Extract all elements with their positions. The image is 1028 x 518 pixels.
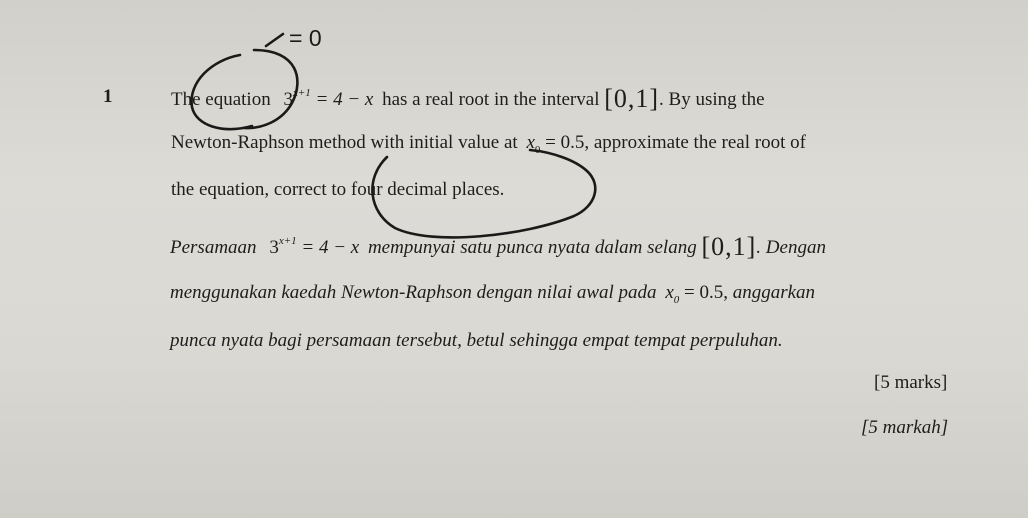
english-equation-exponent: x+1: [292, 87, 311, 99]
question-number: 1: [103, 86, 113, 107]
malay-line2-a: menggunakan kaedah Newton-Raphson dengan nilai awal pada: [170, 282, 657, 303]
malay-line3: punca nyata bagi persamaan tersebut, betul sehingga empat tempat perpuluhan.: [170, 330, 783, 351]
malay-line1-d: mempunyai satu punca nyata dalam selang: [367, 237, 697, 258]
english-x0-variable: x: [526, 132, 535, 153]
malay-x0-value: = 0.5,: [684, 282, 728, 303]
english-line2-c: approximate the real root of: [593, 132, 806, 153]
malay-line-1: [170, 234, 826, 260]
malay-line-2: [170, 283, 815, 306]
english-line1-e: . By using the: [659, 89, 765, 110]
malay-x0-variable: x: [665, 282, 674, 303]
english-initial-value: [526, 132, 593, 156]
malay-line1-e: . Dengan: [756, 237, 826, 258]
english-equation-base: 3: [283, 89, 293, 110]
malay-line2-c: anggarkan: [732, 282, 816, 303]
marks-english: [5 marks]: [874, 372, 948, 393]
malay-x0-subscript: 0: [673, 294, 680, 306]
malay-equation-exponent: x+1: [278, 235, 297, 247]
english-equation-rhs: = 4 − x: [315, 89, 374, 110]
english-line3: the equation, correct to four decimal places.: [171, 179, 505, 200]
marks-malay: [5 markah]: [861, 417, 949, 438]
english-line1-a: The equation: [171, 89, 271, 110]
malay-interval: [0,1]: [701, 232, 757, 261]
malay-initial-value: [665, 282, 732, 306]
english-line-1: [171, 86, 765, 112]
malay-equation-base: 3: [269, 237, 279, 258]
english-line2-a: Newton-Raphson method with initial value at: [171, 132, 518, 153]
english-x0-value: = 0.5,: [545, 132, 590, 153]
english-x0-subscript: 0: [534, 144, 541, 156]
english-line-3: [171, 180, 504, 199]
english-line-2: [171, 133, 806, 156]
english-interval: [0,1]: [604, 84, 660, 113]
malay-line-3: [170, 331, 783, 350]
malay-equation-rhs: = 4 − x: [301, 237, 360, 258]
malay-equation: [269, 237, 364, 258]
english-equation: [283, 89, 378, 110]
malay-line1-a: Persamaan: [170, 237, 257, 258]
handwritten-note: = 0: [289, 25, 322, 51]
english-line1-d: has a real root in the interval: [382, 89, 600, 110]
